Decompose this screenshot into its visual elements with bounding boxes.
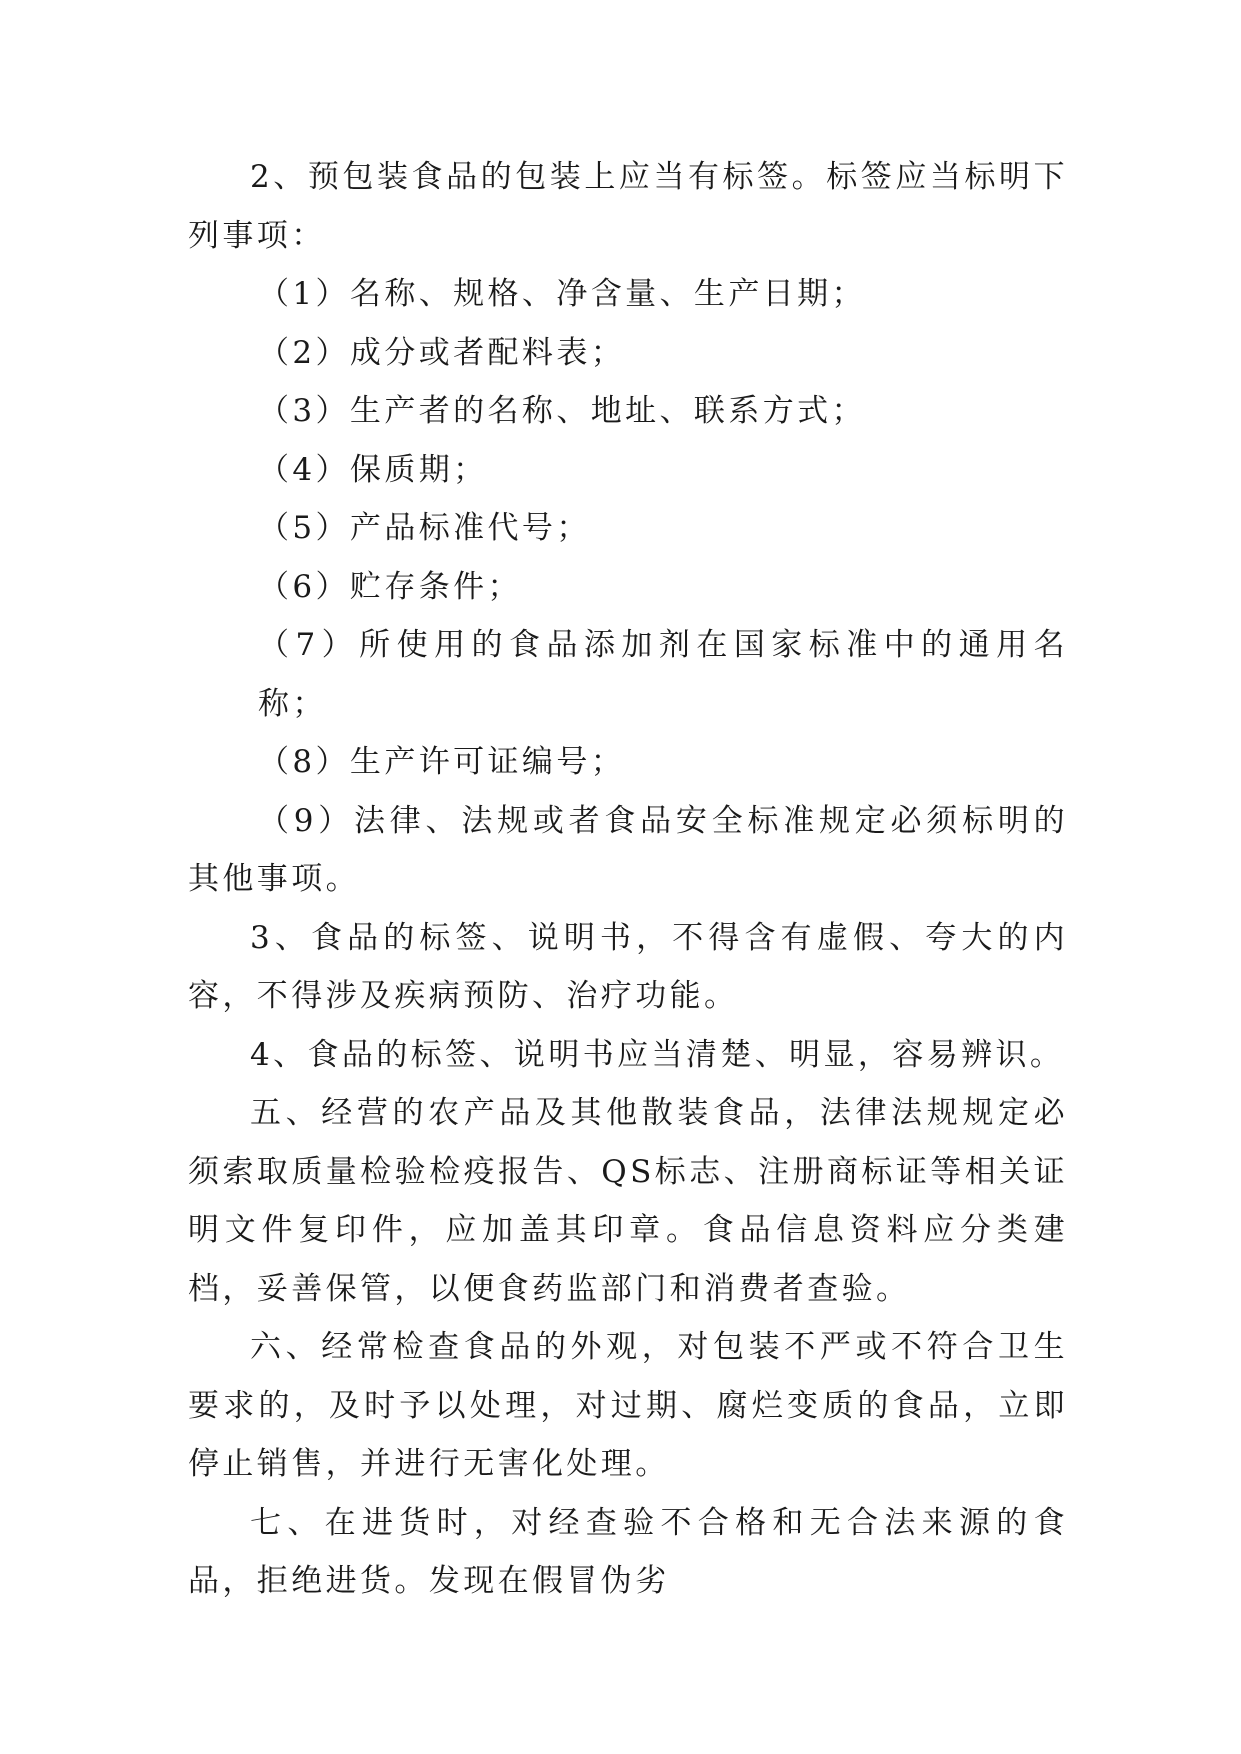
paragraph-label-requirement: 2、预包装食品的包装上应当有标签。标签应当标明下列事项： bbox=[188, 159, 1068, 254]
paragraph-label-content: 3、食品的标签、说明书，不得含有虚假、夸大的内容，不得涉及疾病预防、治疗功能。 bbox=[188, 919, 1068, 1014]
list-item: （2）成分或者配料表； bbox=[258, 334, 626, 371]
list-item: （1）名称、规格、净含量、生产日期； bbox=[258, 276, 866, 312]
paragraph-section-seven: 七、在进货时，对经查验不合格和无合法来源的食品，拒绝进货。发现在假冒伪劣 bbox=[188, 1504, 1068, 1599]
paragraph-section-five: 五、经营的农产品及其他散装食品，法律法规规定必须索取质量检验检疫报告、QS标志、注册商标证等相关证明文件复印件，应加盖其印章。食品信息资料应分类建档，妥善保管，以便食药监部门和消费者查验。 bbox=[188, 1095, 1068, 1307]
paragraph-label-clarity: 4、食品的标签、说明书应当清楚、明显，容易辨识。 bbox=[250, 1036, 1065, 1073]
list-item: （5）产品标准代号； bbox=[258, 510, 591, 546]
list-item: （7）所使用的食品添加剂在国家标准中的通用名称； bbox=[258, 627, 1068, 722]
list-item: （9）法律、法规或者食品安全标准规定必须标明的其他事项。 bbox=[188, 802, 1068, 897]
paragraph-section-six: 六、经常检查食品的外观，对包装不严或不符合卫生要求的，及时予以处理，对过期、腐烂变质的食品，立即停止销售，并进行无害化处理。 bbox=[188, 1329, 1068, 1482]
list-item: （6）贮存条件； bbox=[258, 568, 522, 605]
list-item: （4）保质期； bbox=[258, 451, 488, 488]
list-item: （8）生产许可证编号； bbox=[258, 744, 626, 780]
document-page bbox=[188, 148, 1068, 1611]
list-item: （3）生产者的名称、地址、联系方式； bbox=[258, 393, 866, 429]
